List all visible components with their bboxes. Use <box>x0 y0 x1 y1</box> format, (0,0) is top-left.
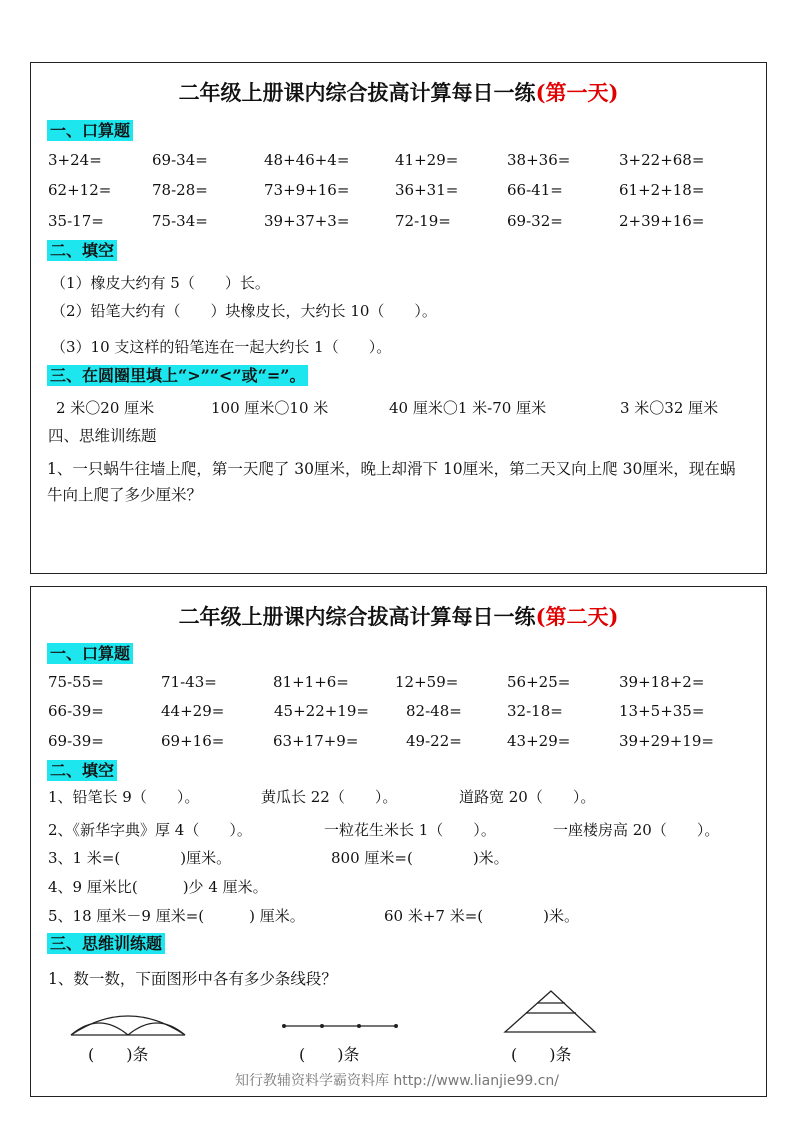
calc-item: 61+2+18= <box>619 181 705 199</box>
title-day: (第一天) <box>535 80 619 105</box>
calc-item: 41+29= <box>395 151 459 169</box>
calc-item: 63+17+9= <box>273 732 359 750</box>
worksheet-title-day1 <box>31 77 766 107</box>
compare-item: 40 厘米〇1 米-70 厘米 <box>389 399 547 417</box>
fill-blank-item: 一座楼房高 20（ ）。 <box>553 821 720 839</box>
calc-item: 39+29+19= <box>619 732 714 750</box>
worksheet-day2 <box>30 586 767 1097</box>
calc-item: 13+5+35= <box>619 702 705 720</box>
figure-triangle-outline <box>505 991 595 1032</box>
calc-item: 12+59= <box>395 673 459 691</box>
calc-item: 81+1+6= <box>273 673 349 691</box>
calc-item: 66-41= <box>507 181 563 199</box>
figure-point <box>394 1024 398 1028</box>
worksheet-day1 <box>30 62 767 574</box>
section-heading-compare: 三、在圆圈里填上“>”“<”或“=”。 <box>47 365 308 386</box>
figure-arcs <box>69 1007 189 1041</box>
calc-item: 75-34= <box>152 212 208 230</box>
calc-item: 48+46+4= <box>264 151 350 169</box>
fill-blank-item: （1）橡皮大约有 5（ ）长。 <box>51 274 270 292</box>
fill-blank-item: （2）铅笔大约有（ ）块橡皮长，大约长 10（ ）。 <box>51 302 437 320</box>
calc-item: 75-55= <box>48 673 104 691</box>
compare-item: 3 米〇32 厘米 <box>620 399 719 417</box>
calc-item: 32-18= <box>507 702 563 720</box>
section-heading-thinking: 三、思维训练题 <box>47 933 165 954</box>
calc-item: 36+31= <box>395 181 459 199</box>
fill-blank-item: 2、《新华字典》厚 4（ ）。 <box>48 821 252 839</box>
calc-item: 78-28= <box>152 181 208 199</box>
fill-blank-item: 5、18 厘米－9 厘米=( ) 厘米。 <box>48 907 305 925</box>
calc-item: 56+25= <box>507 673 571 691</box>
figure-point <box>282 1024 286 1028</box>
calc-item: 72-19= <box>395 212 451 230</box>
section-heading-thinking: 四、思维训练题 <box>48 427 157 445</box>
figure-point <box>357 1024 361 1028</box>
calc-item: 39+18+2= <box>619 673 705 691</box>
calc-item: 43+29= <box>507 732 571 750</box>
calc-item: 71-43= <box>161 673 217 691</box>
fill-blank-item: 1、铅笔长 9（ ）。 <box>48 788 200 806</box>
calc-item: 38+36= <box>507 151 571 169</box>
compare-item: 100 厘米〇10 米 <box>211 399 329 417</box>
calc-item: 44+29= <box>161 702 225 720</box>
calc-item: 62+12= <box>48 181 112 199</box>
section-heading-oral-calc: 一、口算题 <box>47 643 133 664</box>
figure-points-line <box>281 1019 401 1033</box>
figure-arc <box>71 1023 128 1035</box>
calc-item: 66-39= <box>48 702 104 720</box>
title-main: 二年级上册课内综合拔高计算每日一练 <box>178 604 536 629</box>
section-heading-oral-calc: 一、口算题 <box>47 120 133 141</box>
fill-blank-item: 60 米+7 米=( )米。 <box>384 907 580 925</box>
calc-item: 35-17= <box>48 212 104 230</box>
calc-item: 69-32= <box>507 212 563 230</box>
fill-blank-item: 3、1 米=( )厘米。 <box>48 849 232 867</box>
calc-item: 49-22= <box>406 732 462 750</box>
calc-item: 69-39= <box>48 732 104 750</box>
calc-item: 3+22+68= <box>619 151 705 169</box>
calc-item: 73+9+16= <box>264 181 350 199</box>
answer-blank: ( )条 <box>299 1045 360 1064</box>
calc-item: 45+22+19= <box>274 702 369 720</box>
title-day: (第二天) <box>535 604 619 629</box>
calc-item: 2+39+16= <box>619 212 705 230</box>
answer-blank: ( )条 <box>88 1045 149 1064</box>
calc-item: 3+24= <box>48 151 102 169</box>
calc-item: 69-34= <box>152 151 208 169</box>
answer-blank: ( )条 <box>511 1045 572 1064</box>
section-heading-fill-blank: 二、填空 <box>47 760 117 781</box>
calc-item: 82-48= <box>406 702 462 720</box>
figure-arc <box>128 1023 185 1035</box>
fill-blank-item: （3）10 支这样的铅笔连在一起大约长 1（ ）。 <box>51 338 392 356</box>
fill-blank-item: 道路宽 20（ ）。 <box>459 788 596 806</box>
fill-blank-item: 800 厘米=( )米。 <box>331 849 509 867</box>
title-main: 二年级上册课内综合拔高计算每日一练 <box>178 80 536 105</box>
fill-blank-item: 黄瓜长 22（ ）。 <box>261 788 398 806</box>
compare-item: 2 米〇20 厘米 <box>56 399 155 417</box>
section-heading-fill-blank: 二、填空 <box>47 240 117 261</box>
thinking-question: 1、一只蜗牛往墙上爬，第一天爬了 30厘米，晚上却滑下 10厘米，第二天又向上爬 30厘米，现在蜗牛向上爬了多少厘米？ <box>47 460 736 504</box>
fill-blank-item: 4、9 厘米比( )少 4 厘米。 <box>48 878 268 896</box>
thinking-question: 1、数一数，下面图形中各有多少条线段？ <box>48 970 337 988</box>
worksheet-title-day2 <box>31 601 766 631</box>
calc-item: 69+16= <box>161 732 225 750</box>
footer-watermark: 知行教辅资料学霸资料库 http://www.lianjie99.cn/ <box>234 1073 560 1089</box>
figure-point <box>320 1024 324 1028</box>
calc-item: 39+37+3= <box>264 212 350 230</box>
fill-blank-item: 一粒花生米长 1（ ）。 <box>324 821 496 839</box>
figure-triangle <box>503 989 599 1035</box>
